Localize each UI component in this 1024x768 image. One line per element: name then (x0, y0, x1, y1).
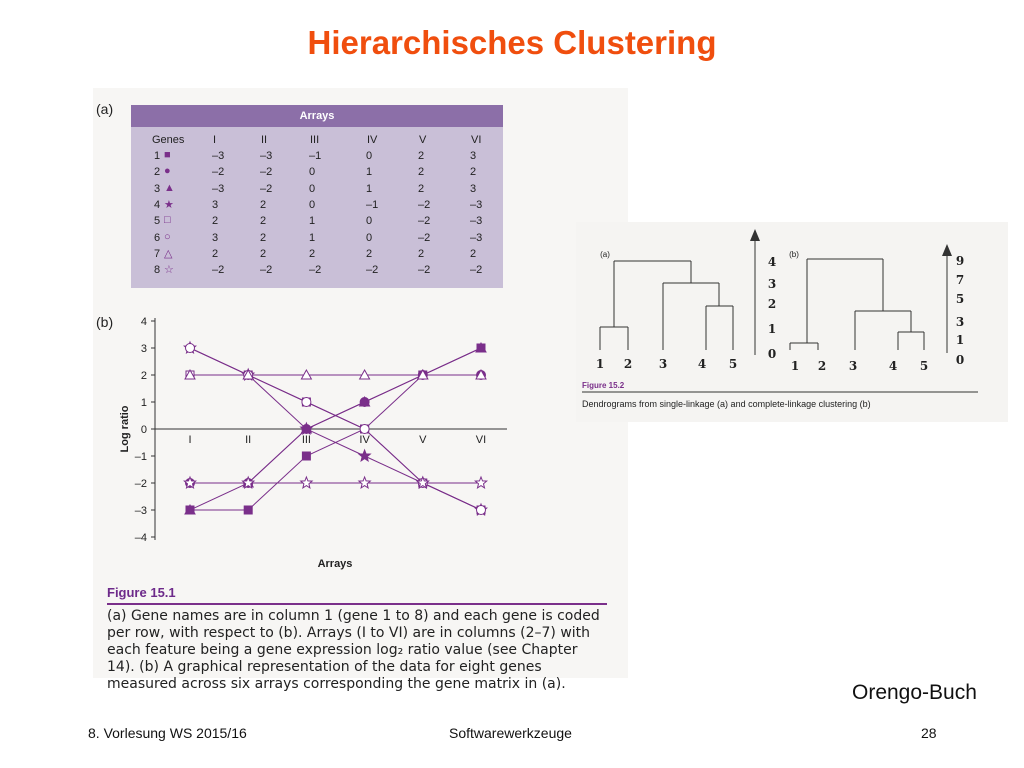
panel-b-label: (b) (96, 314, 114, 330)
table-value-cell: 2 (212, 247, 219, 260)
x-axis-label: Arrays (317, 558, 353, 570)
table-value-cell: –2 (212, 166, 225, 179)
gene-table-header-label: Arrays (299, 110, 335, 122)
figure-15-1-caption-text: (a) Gene names are in column 1 (gene 1 to 8) and each gene is coded per row, with respect to (b). Arrays (I to VI) are in columns (2–7) with each feature being a gene expression log₂ ratio value (see Chapter 14). (b) A graphical representation of the data for eight genes measured across six arrays corresponding the gene matrix in (a). (107, 608, 600, 692)
y-tick-label: 3 (140, 343, 147, 355)
table-col-header: III (310, 134, 320, 146)
table-value-cell: 2 (260, 247, 267, 260)
table-gene-symbol-filled-star: ★ (164, 198, 174, 211)
dendro-b-leaf-label: 3 (848, 359, 858, 373)
x-tick-label: II (245, 434, 252, 446)
table-value-cell: 2 (418, 182, 425, 195)
y-tick-label: –1 (134, 451, 147, 463)
point-filled-square (302, 452, 310, 460)
table-value-cell: 2 (470, 166, 477, 179)
dendro-a-scale-label: 4 (767, 255, 777, 269)
y-tick-label: 4 (140, 316, 147, 328)
table-value-cell: –2 (418, 198, 431, 211)
dendro-a-leaf-label: 3 (658, 357, 668, 371)
table-value-cell: 3 (212, 231, 219, 244)
footer-lecture: 8. Vorlesung WS 2015/16 (88, 725, 247, 741)
dendro-a-leaf-label: 4 (697, 357, 707, 371)
table-value-cell: –1 (366, 198, 379, 211)
table-col-header: V (419, 134, 427, 146)
x-tick-label: V (419, 434, 427, 446)
table-value-cell: –3 (470, 215, 483, 228)
table-value-cell: 1 (366, 182, 373, 195)
table-value-cell: 0 (366, 231, 373, 244)
table-gene-cell: 3 (154, 182, 161, 195)
y-tick-label: 1 (140, 397, 147, 409)
table-col-header: VI (471, 134, 482, 146)
dendro-b-leaf-label: 4 (888, 359, 898, 373)
y-tick-label: 0 (140, 424, 147, 436)
dendro-a-scale-label: 0 (767, 347, 777, 361)
table-value-cell: 2 (418, 150, 425, 162)
point-open-circle (302, 398, 311, 407)
table-value-cell: 2 (418, 166, 425, 179)
dendro-b-scale-label: 7 (955, 273, 965, 287)
table-value-cell: 2 (260, 198, 267, 211)
table-value-cell: 2 (212, 215, 219, 228)
table-gene-cell: 7 (154, 247, 161, 260)
table-value-cell: 2 (260, 215, 267, 228)
dendro-a-scale-label: 1 (767, 322, 777, 336)
table-value-cell: –1 (309, 150, 322, 162)
dendro-a-leaf-label: 1 (595, 357, 605, 371)
y-tick-label: 2 (140, 370, 147, 382)
dendro-a-scale-label: 2 (767, 297, 777, 311)
point-open-circle (477, 506, 486, 515)
y-tick-label: –4 (134, 532, 147, 544)
table-value-cell: 3 (212, 198, 219, 211)
dendro-a-scale-label: 3 (767, 277, 777, 291)
table-value-cell: –2 (418, 264, 431, 277)
point-open-circle (186, 344, 195, 353)
table-col-header: IV (367, 134, 378, 146)
table-value-cell: –2 (309, 264, 322, 277)
table-gene-symbol-open-square: □ (164, 214, 171, 227)
table-gene-symbol-open-circle: ○ (164, 230, 171, 243)
table-gene-cell: 5 (154, 215, 161, 228)
table-value-cell: –3 (260, 150, 273, 162)
dendrogram-a-label: (a) (600, 250, 610, 259)
table-gene-symbol-open-triangle: △ (164, 247, 173, 260)
point-open-circle (360, 425, 369, 434)
dendro-b-leaf-label: 1 (790, 359, 800, 373)
table-value-cell: –2 (260, 182, 273, 195)
table-value-cell: 2 (470, 247, 477, 260)
table-col-header: I (213, 134, 217, 146)
x-tick-label: I (188, 434, 192, 446)
dendro-a-leaf-label: 5 (728, 357, 738, 371)
dendro-b-scale-label: 0 (955, 353, 965, 367)
dendro-b-leaf-label: 2 (817, 359, 827, 373)
footer-course: Softwarewerkzeuge (449, 725, 572, 741)
panel-a-label: (a) (96, 101, 114, 117)
table-value-cell: 0 (309, 198, 316, 211)
point-filled-star (359, 450, 370, 461)
table-gene-cell: 8 (154, 264, 161, 277)
x-tick-label: III (301, 434, 311, 446)
table-gene-cell: 1 (154, 150, 161, 162)
table-value-cell: 1 (309, 231, 316, 244)
point-open-star (359, 477, 370, 488)
table-gene-symbol-filled-triangle: ▲ (164, 181, 175, 194)
table-value-cell: 2 (260, 231, 267, 244)
table-value-cell: 3 (470, 150, 477, 162)
table-value-cell: –3 (212, 150, 225, 162)
footer-page-number: 28 (921, 725, 937, 741)
table-col-header: II (261, 134, 268, 146)
table-gene-symbol-filled-square: ■ (164, 149, 171, 161)
table-value-cell: –3 (212, 182, 225, 195)
table-col-header: Genes (152, 134, 185, 146)
table-value-cell: –2 (418, 231, 431, 244)
arrow-up-icon (942, 244, 952, 256)
table-value-cell: –2 (260, 166, 273, 179)
table-value-cell: –2 (212, 264, 225, 277)
dendrogram-figure (578, 225, 978, 415)
figure-15-2-caption-text: Dendrograms from single-linkage (a) and complete-linkage clustering (b) (582, 399, 871, 409)
table-value-cell: 1 (309, 215, 316, 228)
table-value-cell: 2 (309, 247, 316, 260)
dendrogram-b-label: (b) (789, 250, 799, 259)
table-value-cell: –3 (470, 198, 483, 211)
table-value-cell: –2 (470, 264, 483, 277)
dendro-b-leaf-label: 5 (919, 359, 929, 373)
dendro-b-scale-label: 9 (955, 254, 965, 268)
arrow-up-icon (750, 229, 760, 241)
dendro-a-leaf-label: 2 (623, 357, 633, 371)
table-value-cell: –2 (260, 264, 273, 277)
log-ratio-plot (95, 310, 515, 580)
point-filled-square (244, 506, 252, 514)
y-tick-label: –2 (134, 478, 147, 490)
gene-table-header (131, 105, 503, 127)
table-value-cell: 0 (309, 182, 316, 195)
table-value-cell: –3 (470, 231, 483, 244)
figure-15-2-caption-title: Figure 15.2 (582, 381, 625, 390)
table-value-cell: –2 (418, 215, 431, 228)
table-value-cell: 2 (366, 247, 373, 260)
table-value-cell: 2 (418, 247, 425, 260)
slide-title: Hierarchisches Clustering (307, 24, 717, 61)
y-tick-label: –3 (134, 505, 147, 517)
dendro-b-scale-label: 5 (955, 292, 965, 306)
dendro-b-scale-label: 3 (955, 315, 965, 329)
dendro-b-scale-label: 1 (955, 333, 965, 347)
point-open-star (301, 477, 312, 488)
source-label: Orengo-Buch (852, 681, 977, 704)
x-tick-label: VI (475, 434, 487, 446)
table-gene-cell: 4 (154, 198, 161, 211)
table-value-cell: 0 (366, 150, 373, 162)
point-open-star (475, 477, 486, 488)
table-value-cell: –2 (366, 264, 379, 277)
caption-rule (107, 603, 607, 605)
table-gene-symbol-filled-circle: ● (164, 165, 171, 178)
y-axis-label: Log ratio (119, 405, 131, 453)
table-gene-cell: 2 (154, 166, 161, 179)
table-gene-symbol-open-star: ☆ (164, 264, 174, 277)
x-tick-label: IV (359, 434, 370, 446)
figure-15-1-caption-title: Figure 15.1 (107, 585, 176, 600)
gene-table (131, 105, 503, 288)
table-value-cell: 0 (366, 215, 373, 228)
table-value-cell: 3 (470, 182, 477, 195)
table-value-cell: 0 (309, 166, 316, 179)
table-value-cell: 1 (366, 166, 373, 179)
table-gene-cell: 6 (154, 231, 161, 244)
